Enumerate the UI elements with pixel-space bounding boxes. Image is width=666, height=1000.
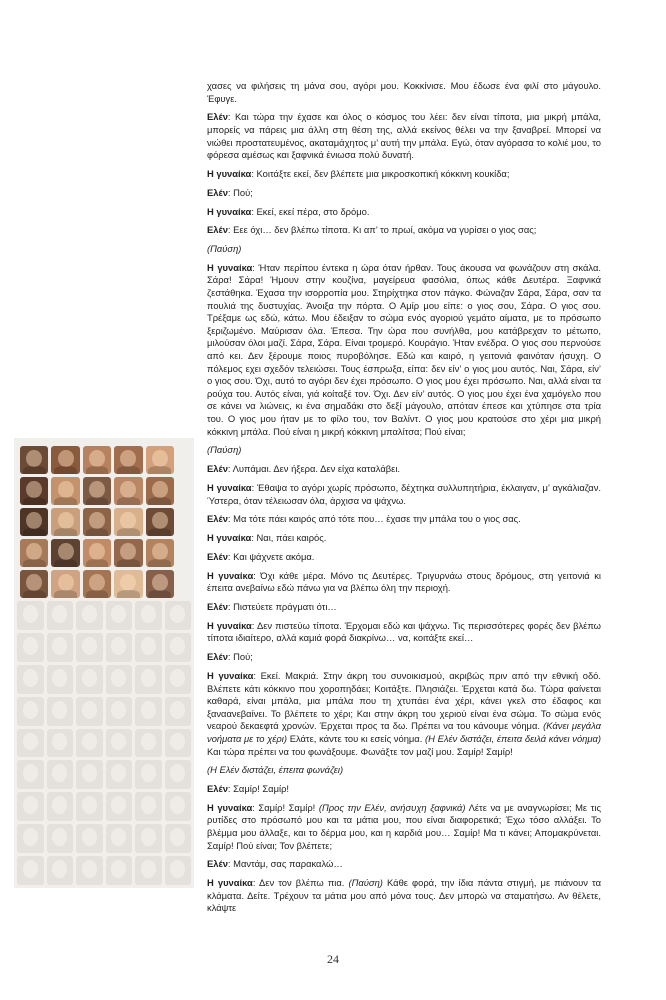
- dialogue-text: : Και τώρα την έχασε και όλος ο κόσμος του λέει: δεν είναι τίποτα, μια μικρή μπάλα, μπορείς να πάρεις μια άλλη στη θέση της, αλλά εκείνος θέλει να την ξαναβρεί. Μπορεί να νιώθει προστατευμένος, ακαταμάχητος μ’ αυτή την μπάλα. Εγώ, όταν αγόρασα το κολιέ μου, το φόρεσα αμέσως και ξαφνικά ένιωσα πολύ δυνατή.: [207, 111, 601, 161]
- faces-collage-image: [14, 438, 194, 888]
- faded-face-photo: [76, 792, 103, 821]
- dialogue-text: : Σαμίρ! Σαμίρ!: [227, 783, 290, 795]
- stage-direction: (Η Ελέν διστάζει, έπειτα φωνάζει): [207, 764, 344, 776]
- face-photo: [83, 508, 111, 536]
- speaker-name: Η γυναίκα: [207, 669, 254, 681]
- face-photo: [83, 539, 111, 567]
- faded-face-photo: [17, 760, 44, 789]
- speaker-name: Η γυναίκα: [207, 619, 252, 631]
- face-photo: [146, 539, 174, 567]
- dialogue-text: χασες να φιλήσεις τη μάνα σου, αγόρι μου. Κοκκίνισε. Μου έδωσε ένα φιλί στο μάγουλο. Έφυγε.: [207, 80, 601, 104]
- faded-face-photo: [106, 856, 133, 885]
- face-photo: [114, 508, 142, 536]
- face-photo: [51, 446, 79, 474]
- dialogue-paragraph: [207, 532, 601, 545]
- dialogue-paragraph: [207, 482, 601, 507]
- face-photo: [114, 539, 142, 567]
- dialogue-text: : Πού;: [227, 186, 253, 198]
- dialogue-paragraph: [207, 463, 601, 476]
- face-photo: [51, 539, 79, 567]
- play-script-text: [207, 80, 601, 921]
- faded-face-photo: [106, 760, 133, 789]
- faded-face-photo: [165, 760, 192, 789]
- face-photo: [146, 477, 174, 505]
- dialogue-paragraph: [207, 262, 601, 438]
- faded-face-photo: [17, 665, 44, 694]
- faded-face-photo: [106, 601, 133, 630]
- speaker-name: Ελέν: [207, 858, 228, 870]
- faded-face-photo: [165, 792, 192, 821]
- face-photo: [83, 477, 111, 505]
- dialogue-paragraph: [207, 670, 601, 758]
- faded-face-photo: [17, 601, 44, 630]
- faded-face-photo: [106, 729, 133, 758]
- faded-face-photo: [135, 665, 162, 694]
- face-photo: [83, 446, 111, 474]
- faded-face-photo: [17, 792, 44, 821]
- faded-face-photo: [47, 633, 74, 662]
- dialogue-text: : Και ψάχνετε ακόμα.: [227, 550, 315, 562]
- face-photo: [20, 508, 48, 536]
- speaker-name: Ελέν: [207, 186, 228, 198]
- faded-face-photo: [47, 792, 74, 821]
- faded-face-photo: [135, 729, 162, 758]
- dialogue-paragraph: [207, 601, 601, 614]
- dialogue-paragraph: [207, 802, 601, 852]
- dialogue-text: : Όχι κάθε μέρα. Μόνο τις Δευτέρες. Τριγυρνάω στους δρόμους, στη γειτονιά κι έπειτα ανεβαίνω εδώ πάνω για να βλέπω όλη την περιοχή.: [207, 569, 601, 594]
- faded-face-photo: [76, 633, 103, 662]
- dialogue-text: : Σαμίρ! Σαμίρ! (Προς την Ελέν, ανήσυχη ξαφνικά) Λέτε να με αναγνωρίσει; Με τις ρυτίδες στο πρόσωπό μου και τα μάτια μου, που είναι διαφορετικά; Έχω τόσο αλλάξει. Το βλέμμα μου άλλαξε, και το δέρμα μου, και η καρδιά μου… Σαμίρ! Μα τι κάνει; Απομακρύνεται. Σαμίρ! Πού είναι; Τον βλέπετε;: [207, 801, 601, 851]
- faded-face-photo: [47, 601, 74, 630]
- speaker-name: Η γυναίκα: [207, 205, 252, 217]
- speaker-name: Η γυναίκα: [207, 261, 253, 273]
- faded-face-photo: [165, 856, 192, 885]
- faded-face-photo: [135, 633, 162, 662]
- faded-face-photo: [165, 729, 192, 758]
- faded-face-photo: [76, 729, 103, 758]
- faded-face-photo: [47, 856, 74, 885]
- dialogue-paragraph: [207, 877, 601, 915]
- face-photo: [51, 508, 79, 536]
- dialogue-text: : Δεν πιστεύω τίποτα. Έρχομαι εδώ και ψάχνω. Τις περισσότερες φορές δεν βλέπω τίποτα ιδιαίτερο, αλλά καμιά φορά διακρίνω… να, κοιτάξτε εκεί…: [207, 619, 601, 644]
- speaker-name: Ελέν: [207, 463, 228, 475]
- dialogue-text: : Ήταν περίπου έντεκα η ώρα όταν ήρθαν. Τους άκουσα να φωνάζουν στη σκάλα. Σάρα! Σάρα! Ήμουν στην κουζίνα, μαγείρευα φασόλια, όπως κάθε Δευτέρα. Ξαφνικά ζεστάθηκα. Έχασα την ισορροπία μου. Στηρίχτηκα στον πάγκο. Φώναζαν Σάρα, Σάρα, σαν τα πουλιά της δυστυχίας. Άνοιξα την πόρτα. Ο Αμίρ μου είπε: ο γιος σου, Σάρα. Ο γιος σου. Τρέξαμε ως εδώ, κάτω. Μου έδειξαν το σώμα ενός αγοριού γεμάτο αίματα, με το πρόσωπο ξεριζωμένο. Μαύρισαν όλα. Έπεσα. Την ώρα που συνήλθα, μου κατάβρεχαν το μέτωπο, μιλούσαν όλοι μαζί. Σάρα, Σάρα. Είναι τρομερό. Κουράγιο. Ήταν ενέδρα. Ο γιος σου περνούσε από κει. Δεν ξέρουμε ποιος πυροβόλησε. Εδώ και καιρό, η γειτονιά φαινόταν ήσυχη. Ο πόλεμος εχει σχεδόν τελειώσει. Τους έσπρωξα, είπα: δεν είν’ ο γιος μου αυτός. Ναι, Σάρα, είν’ ο γιος σου. Όχι, αυτό το αγόρι δεν έχει πρόσωπο. Ο γιος μου έχει πρόσωπο. Ναι, αλλά είναι τα ρούχα του. Αυτός είναι, γιά κοίταξέ τον. Όχι. Δεν είν’ αυτός. Ο γιος μου έχει ένα χαμόγελο που σε κάνει να λιώνεις, κι ένα σημαδάκι στο δεξί μάγουλο, απόταν έπεσε και χτύπησε στα τρία του. Ο γιος μου ήταν με το φίλο του, τον Βαλίντ. Ο γιος μου κρατούσε στο χέρι μια μικρή κόκκινη μπάλα. Πού είναι η μικρή κόκκινη μπαλίτσα; Πού είναι;: [207, 261, 601, 437]
- faded-face-photo: [76, 665, 103, 694]
- dialogue-text: : Εεε όχι… δεν βλέπω τίποτα. Κι απ’ το πρωί, ακόμα να γυρίσει ο γιος σας;: [227, 224, 537, 236]
- speaker-name: Ελέν: [207, 513, 228, 525]
- speaker-name: Ελέν: [207, 224, 228, 236]
- faded-face-photo: [135, 697, 162, 726]
- dialogue-paragraph: [207, 224, 601, 237]
- face-photo: [114, 570, 142, 598]
- faded-face-photo: [165, 665, 192, 694]
- dialogue-paragraph: [207, 620, 601, 645]
- faded-face-photo: [76, 824, 103, 853]
- faded-face-photo: [47, 697, 74, 726]
- face-photo: [146, 508, 174, 536]
- faded-face-photo: [17, 633, 44, 662]
- faded-face-photo: [106, 665, 133, 694]
- face-photo: [20, 477, 48, 505]
- dialogue-paragraph: [207, 80, 601, 105]
- faded-face-photo: [135, 792, 162, 821]
- speaker-name: Η γυναίκα: [207, 569, 254, 581]
- dialogue-paragraph: [207, 111, 601, 161]
- faded-face-photo: [47, 824, 74, 853]
- dialogue-paragraph: [207, 513, 601, 526]
- faded-face-photo: [135, 601, 162, 630]
- faded-face-photo: [17, 697, 44, 726]
- faded-face-photo: [135, 824, 162, 853]
- dialogue-paragraph: [207, 783, 601, 796]
- faded-face-photo: [165, 824, 192, 853]
- faded-face-photo: [76, 760, 103, 789]
- faces-collage-color-grid: [20, 446, 174, 598]
- face-photo: [146, 446, 174, 474]
- speaker-name: Η γυναίκα: [207, 877, 253, 889]
- dialogue-text: : Πού;: [227, 651, 253, 663]
- face-photo: [51, 477, 79, 505]
- faded-face-photo: [76, 601, 103, 630]
- dialogue-paragraph: [207, 570, 601, 595]
- speaker-name: Η γυναίκα: [207, 532, 252, 544]
- dialogue-paragraph: [207, 187, 601, 200]
- dialogue-paragraph: [207, 651, 601, 664]
- dialogue-paragraph: [207, 858, 601, 871]
- speaker-name: Η γυναίκα: [207, 481, 252, 493]
- speaker-name: Ελέν: [207, 783, 228, 795]
- face-photo: [114, 446, 142, 474]
- faded-face-photo: [135, 856, 162, 885]
- faded-face-photo: [47, 760, 74, 789]
- dialogue-paragraph: [207, 168, 601, 181]
- dialogue-text: : Κοιτάξτε εκεί, δεν βλέπετε μια μικροσκοπική κόκκινη κουκίδα;: [251, 167, 510, 179]
- dialogue-paragraph: [207, 551, 601, 564]
- faded-face-photo: [47, 729, 74, 758]
- speaker-name: Η γυναίκα: [207, 801, 253, 813]
- dialogue-text: : Έθαψα το αγόρι χωρίς πρόσωπο, δέχτηκα συλλυπητήρια, έκλαιγαν, μ’ αγκάλιαζαν. Ύστερα, όταν τέλειωσαν όλα, άρχισα να ψάχνω.: [207, 481, 601, 506]
- speaker-name: Ελέν: [207, 111, 228, 123]
- face-photo: [114, 477, 142, 505]
- stage-direction: (Παύση): [207, 243, 242, 255]
- faded-face-photo: [76, 856, 103, 885]
- faces-collage-faded-grid: [14, 598, 194, 888]
- stage-direction: (Παύση): [207, 444, 242, 456]
- face-photo: [146, 570, 174, 598]
- faded-face-photo: [135, 760, 162, 789]
- speaker-name: Ελέν: [207, 651, 228, 663]
- faded-face-photo: [17, 824, 44, 853]
- dialogue-text: : Μαντάμ, σας παρακαλώ…: [227, 858, 343, 870]
- dialogue-paragraph: [207, 206, 601, 219]
- dialogue-text: : Ναι, πάει καιρός.: [251, 532, 327, 544]
- faded-face-photo: [165, 633, 192, 662]
- dialogue-text: : Δεν τον βλέπω πια. (Παύση) Κάθε φορά, την ίδια πάντα στιγμή, με πιάνουν τα κλάματα. Δείτε. Τρέχουν τα μάτια μου από μόνα τους. Δεν μπορώ να σταματήσω. Αν θέλετε, κλάψτε: [207, 877, 602, 914]
- face-photo: [51, 570, 79, 598]
- faded-face-photo: [47, 665, 74, 694]
- dialogue-text: : Εκεί, εκεί πέρα, στο δρόμο.: [251, 205, 370, 217]
- faded-face-photo: [106, 792, 133, 821]
- dialogue-text: : Εκεί. Μακριά. Στην άκρη του συνοικισμού, ακριβώς πριν από την εθνική οδό. Βλέπετε κάτι κόκκινο που χοροπηδάει; Κοιτάξτε. Πλησιάζει. Έρχεται κατά δω. Τώρα φαίνεται καθαρά, είναι μπάλα, μια μπάλα που τη χτυπάει ένα χέρι, κάνει γκελ στο έδαφος και ξαναανεβαίνει. Το βλέπετε το χέρι; Και στην άκρη του χεριού είναι ένα σώμα. Το σώμα ενός νεαρού δεκαεφτά χρονών. Έρχεται προς τα δω. Πρέπει να του κάνουμε νόημα. (Κάνει μεγάλα νοήματα με το χέρι) Ελάτε, κάντε του κι εσείς νόημα. (Η Ελέν διστάζει, έπειτα δειλά κάνει νόημα) Και τώρα πρέπει να του φωνάξουμε. Φωνάξτε τον μαζί μου. Σαμίρ! Σαμίρ!: [207, 669, 601, 757]
- faded-face-photo: [165, 697, 192, 726]
- speaker-name: Ελέν: [207, 601, 228, 612]
- face-photo: [83, 570, 111, 598]
- dialogue-text: : Λυπάμαι. Δεν ήξερα. Δεν είχα καταλάβει.: [227, 463, 401, 475]
- faded-face-photo: [17, 729, 44, 758]
- faded-face-photo: [165, 601, 192, 630]
- faded-face-photo: [106, 697, 133, 726]
- faded-face-photo: [17, 856, 44, 885]
- dialogue-text: : Μα τότε πάει καιρός από τότε που… έχασε την μπάλα του ο γιος σας.: [227, 513, 521, 525]
- speaker-name: Η γυναίκα: [207, 167, 252, 179]
- face-photo: [20, 570, 48, 598]
- faded-face-photo: [106, 633, 133, 662]
- dialogue-text: : Πιστεύετε πράγματι ότι…: [227, 601, 337, 612]
- face-photo: [20, 446, 48, 474]
- faded-face-photo: [106, 824, 133, 853]
- faded-face-photo: [76, 697, 103, 726]
- speaker-name: Ελέν: [207, 550, 228, 562]
- face-photo: [20, 539, 48, 567]
- page-number: 24: [327, 952, 339, 966]
